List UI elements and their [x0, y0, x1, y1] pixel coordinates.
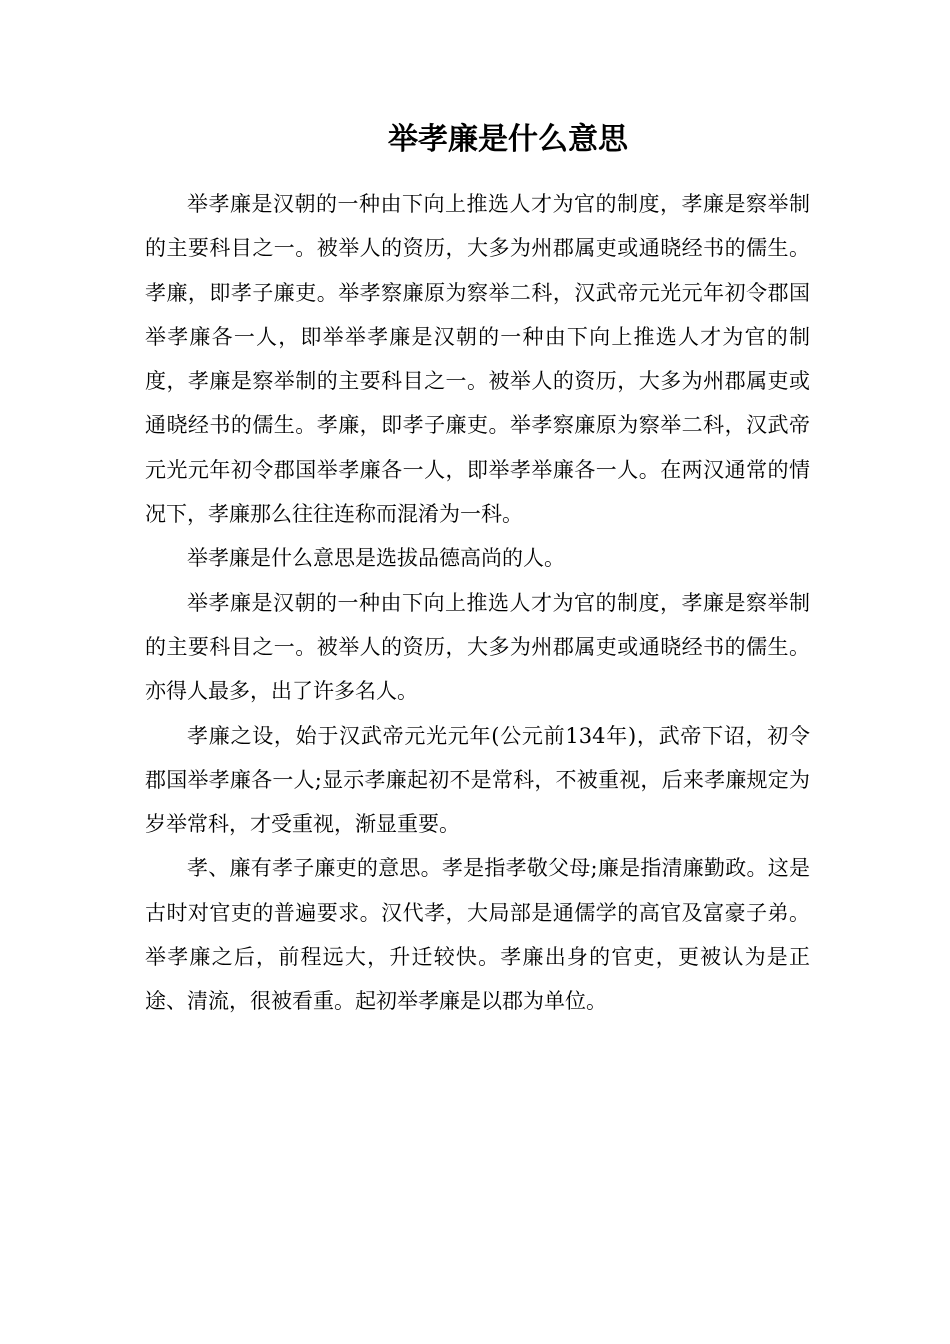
paragraph-3: 举孝廉是汉朝的一种由下向上推选人才为官的制度，孝廉是察举制的主要科目之一。被举人的资历，大多为州郡属吏或通晓经书的儒生。亦得人最多，出了许多名人。: [145, 590, 810, 704]
paragraph-1: 举孝廉是汉朝的一种由下向上推选人才为官的制度，孝廉是察举制的主要科目之一。被举人的资历，大多为州郡属吏或通晓经书的儒生。孝廉，即孝子廉吏。举孝察廉原为察举二科，汉武帝元光元年初令郡国举孝廉各一人，即举举孝廉是汉朝的一种由下向上推选人才为官的制度，孝廉是察举制的主要科目之一。被举人的资历，大多为州郡属吏或通晓经书的儒生。孝廉，即孝子廉吏。举孝察廉原为察举二科，汉武帝元光元年初令郡国举孝廉各一人，即举孝举廉各一人。在两汉通常的情况下，孝廉那么往往连称而混淆为一科。: [145, 192, 810, 527]
paragraph-5: 孝、廉有孝子廉吏的意思。孝是指孝敬父母;廉是指清廉勤政。这是古时对官吏的普遍要求。汉代孝，大局部是通儒学的高官及富豪子弟。举孝廉之后，前程远大，升迁较快。孝廉出身的官吏，更被认为是正途、清流，很被看重。起初举孝廉是以郡为单位。: [145, 856, 810, 1014]
paragraph-2: 举孝廉是什么意思是选拔品德高尚的人。: [187, 546, 565, 571]
paragraph-4: 孝廉之设，始于汉武帝元光元年(公元前134年)，武帝下诏，初令郡国举孝廉各一人;显示孝廉起初不是常科，不被重视，后来孝廉规定为岁举常科，才受重视，渐显重要。: [145, 723, 810, 837]
document-body: [145, 182, 810, 1024]
document-title: 举孝廉是什么意思: [388, 122, 628, 157]
